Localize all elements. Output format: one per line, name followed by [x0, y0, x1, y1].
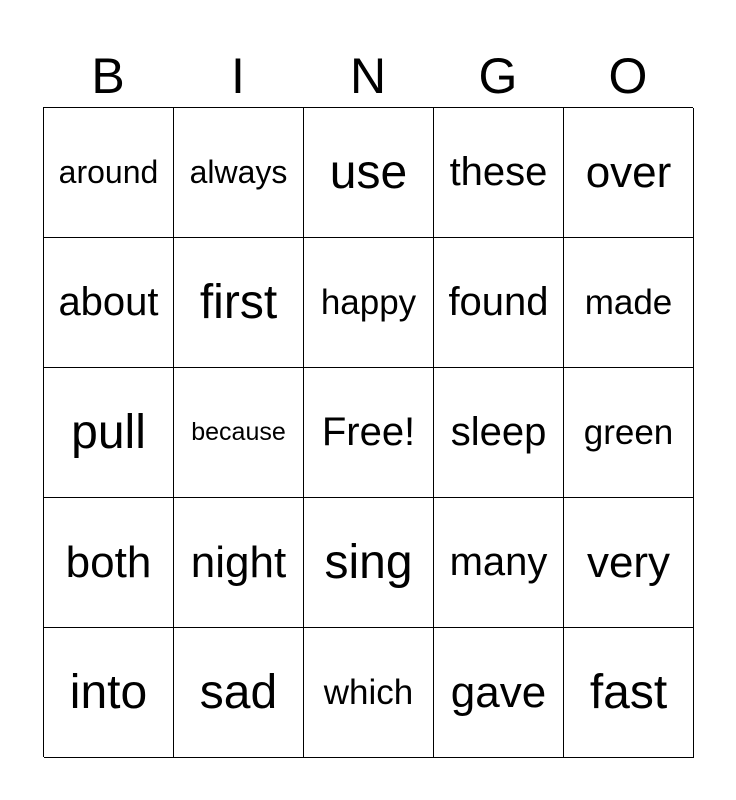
- bingo-cell[interactable]: use: [304, 108, 434, 238]
- bingo-header: [43, 44, 693, 108]
- bingo-cell[interactable]: many: [434, 498, 564, 628]
- bingo-cell[interactable]: made: [564, 238, 694, 368]
- bingo-cell[interactable]: about: [44, 238, 174, 368]
- header-letter-o: O: [608, 48, 648, 104]
- bingo-cell[interactable]: which: [304, 628, 434, 758]
- bingo-cell[interactable]: both: [44, 498, 174, 628]
- bingo-cell[interactable]: found: [434, 238, 564, 368]
- bingo-cell[interactable]: these: [434, 108, 564, 238]
- free-space-cell[interactable]: Free!: [304, 368, 434, 498]
- bingo-cell[interactable]: very: [564, 498, 694, 628]
- header-letter-i: I: [231, 48, 245, 104]
- bingo-cell[interactable]: into: [44, 628, 174, 758]
- bingo-board: [43, 107, 693, 757]
- bingo-cell[interactable]: green: [564, 368, 694, 498]
- bingo-cell[interactable]: sing: [304, 498, 434, 628]
- bingo-cell[interactable]: always: [174, 108, 304, 238]
- bingo-cell[interactable]: sleep: [434, 368, 564, 498]
- bingo-cell[interactable]: happy: [304, 238, 434, 368]
- bingo-cell[interactable]: gave: [434, 628, 564, 758]
- bingo-cell[interactable]: pull: [44, 368, 174, 498]
- bingo-cell[interactable]: night: [174, 498, 304, 628]
- bingo-cell[interactable]: around: [44, 108, 174, 238]
- header-letter-b: B: [91, 48, 125, 104]
- bingo-cell[interactable]: fast: [564, 628, 694, 758]
- bingo-cell[interactable]: sad: [174, 628, 304, 758]
- bingo-cell[interactable]: first: [174, 238, 304, 368]
- bingo-cell[interactable]: because: [174, 368, 304, 498]
- bingo-cell[interactable]: over: [564, 108, 694, 238]
- header-letter-n: N: [349, 48, 387, 104]
- header-letter-g: G: [478, 48, 518, 104]
